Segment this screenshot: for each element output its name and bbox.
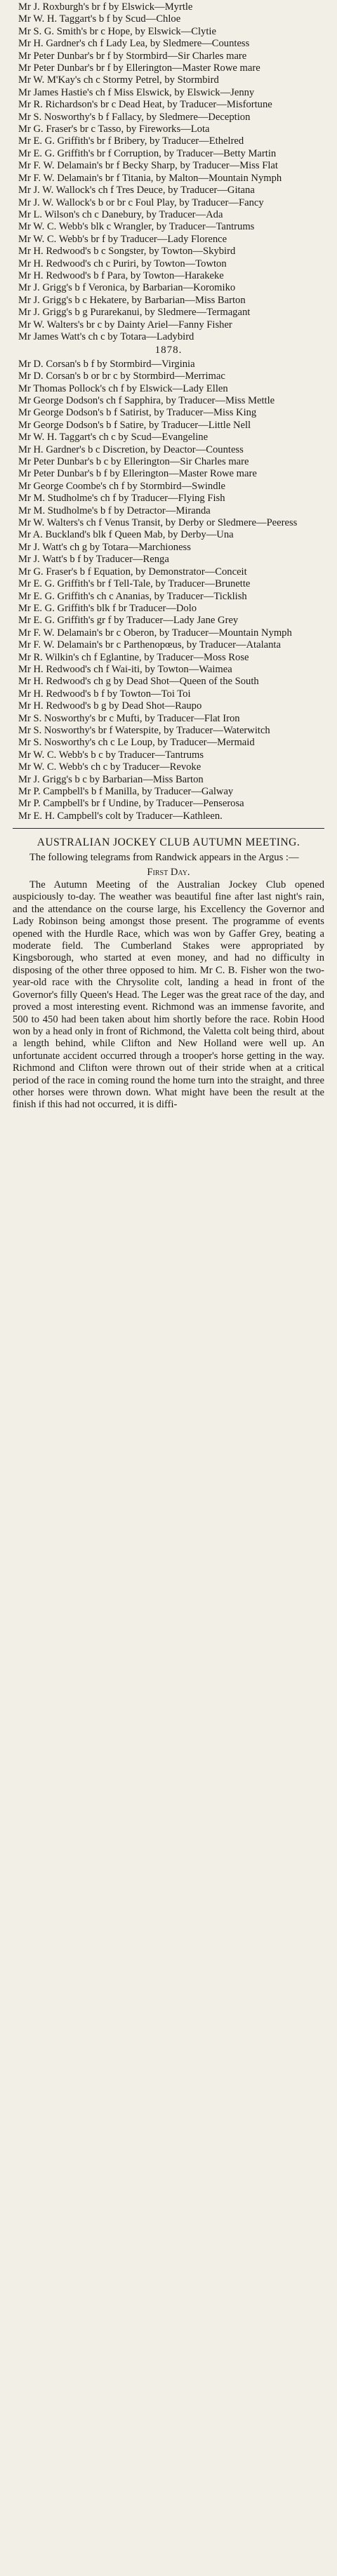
entry-item: Mr H. Redwood's ch c Puriri, by Towton—Towton xyxy=(18,258,227,269)
entry-item: Mr M. Studholme's b f by Detractor—Miranda xyxy=(18,505,211,516)
entry-item: Mr F. W. Delamain's br c Parthenopœus, by Traducer—Atalanta xyxy=(18,639,281,651)
entry-item: Mr P. Campbell's br f Undine, by Traducer—Penserosa xyxy=(18,798,244,810)
entry-item: Mr F. W. Delamain's br f Titania, by Malton—Mountain Nymph xyxy=(18,172,282,184)
entry-item: Mr E. G. Griffith's br f Bribery, by Traducer—Ethelred xyxy=(18,135,244,147)
entry-item: Mr P. Campbell's b f Manilla, by Traducer—Galway xyxy=(18,786,234,797)
entry-item: Mr J. Grigg's b c by Barbarian—Miss Barton xyxy=(18,773,204,785)
entry-item: Mr Peter Dunbar's br f by Stormbird—Sir Charles mare xyxy=(18,50,247,62)
entry-item: Mr H. Redwood's b g by Dead Shot—Raupo xyxy=(18,700,202,712)
newspaper-column xyxy=(13,1,324,1112)
entry-item: Mr H. Gardner's ch f Lady Lea, by Sledmere—Countess xyxy=(18,38,250,50)
entry-item: Mr G. Fraser's br c Tasso, by Fireworks—Lota xyxy=(18,124,210,135)
entry-item: Mr George Dodson's b f Satirist, by Traducer—Miss King xyxy=(18,407,257,419)
entry-item: Mr S. Nosworthy's b f Fallacy, by Sledmere—Deception xyxy=(18,111,251,123)
entry-item: Mr W. H. Taggart's b f by Scud—Chloe xyxy=(18,13,181,25)
entry-item: Mr Peter Dunbar's br f by Ellerington—Master Rowe mare xyxy=(18,62,260,74)
entry-item: Mr R. Wilkin's ch f Eglantine, by Traducer—Moss Rose xyxy=(18,651,249,663)
entry-item: Mr H. Redwood's b c Songster, by Towton—Skybird xyxy=(18,246,236,258)
entry-item: Mr R. Richardson's br c Dead Heat, by Traducer—Misfortune xyxy=(18,99,272,111)
entry-item: Mr J. W. Wallock's b or br c Foul Play, by Traducer—Fancy xyxy=(18,196,264,208)
entry-item: Mr George Dodson's ch f Sapphira, by Traducer—Miss Mettle xyxy=(18,395,275,406)
entry-item: Mr S. Nosworthy's ch c Le Loup, by Traducer—Mermaid xyxy=(18,737,255,749)
entry-item: Mr H. Redwood's ch g by Dead Shot—Queen of the South xyxy=(18,676,259,688)
entry-item: Mr S. Nosworthy's br c Mufti, by Traducer—Flat Iron xyxy=(18,712,240,724)
entry-item: Mr H. Redwood's b f Para, by Towton—Harakeke xyxy=(18,269,224,281)
entry-item: Mr W. C. Webb's b c by Traducer—Tantrums xyxy=(18,749,204,761)
article-intro: The following telegrams from Randwick appears in the Argus :— xyxy=(29,852,299,864)
entry-item: Mr J. Roxburgh's br f by Elswick—Myrtle xyxy=(18,1,193,13)
entry-item: Mr H. Redwood's ch f Wai-iti, by Towton—Waimea xyxy=(18,663,232,675)
entry-item: Mr F. W. Delamain's br c Oberon, by Traducer—Mountain Nymph xyxy=(18,627,292,639)
entry-item: Mr W. C. Webb's blk c Wrangler, by Traducer—Tantrums xyxy=(18,221,255,233)
entry-item: Mr A. Buckland's blk f Queen Mab, by Derby—Una xyxy=(18,529,234,541)
entry-item: Mr F. W. Delamain's br f Becky Sharp, by Traducer—Miss Flat xyxy=(18,160,278,172)
entry-item: Mr Thomas Pollock's ch f by Elswick—Lady Ellen xyxy=(18,382,228,394)
entry-item: Mr E. G. Griffith's br f Tell-Tale, by Traducer—Brunette xyxy=(18,578,251,590)
entry-item: Mr E. H. Campbell's colt by Traducer—Kathleen. xyxy=(18,810,223,822)
entry-item: Mr E. G. Griffith's ch c Ananias, by Traducer—Ticklish xyxy=(18,590,247,602)
entry-item: Mr H. Redwood's b f by Towton—Toi Toi xyxy=(18,688,191,700)
entry-item: Mr L. Wilson's ch c Danebury, by Traducer—Ada xyxy=(18,208,223,220)
section-divider xyxy=(13,828,324,829)
entry-item: Mr Peter Dunbar's b f by Ellerington—Master Rowe mare xyxy=(18,468,257,480)
entry-item: Mr W. M'Kay's ch c Stormy Petrel, by Stormbird xyxy=(18,74,219,86)
entry-item: Mr J. Grigg's b g Purarekanui, by Sledmere—Termagant xyxy=(18,307,251,319)
entry-item: Mr E. G. Griffith's gr f by Traducer—Lady Jane Grey xyxy=(18,615,239,627)
year-heading: 1878. xyxy=(154,345,183,356)
entry-item: Mr J. Watt's ch g by Totara—Marchioness xyxy=(18,541,191,553)
entry-item: Mr W. Walters's br c by Dainty Ariel—Fanny Fisher xyxy=(18,319,232,331)
entry-item: Mr J. Grigg's b c Hekatere, by Barbarian—Miss Barton xyxy=(18,294,246,306)
entry-item: Mr E. G. Griffith's br f Corruption, by Traducer—Betty Martin xyxy=(18,147,277,159)
entry-item: Mr George Dodson's b f Satire, by Traducer—Little Nell xyxy=(18,419,251,431)
entries-list-1877 xyxy=(13,1,324,343)
entry-item: Mr J. W. Wallock's ch f Tres Deuce, by Traducer—Gitana xyxy=(18,185,255,196)
entry-item: Mr W. C. Webb's ch c by Traducer—Revoke xyxy=(18,761,201,773)
entry-item: Mr D. Corsan's b or br c by Stormbird—Merrimac xyxy=(18,371,225,382)
entry-item: Mr G. Fraser's b f Equation, by Demonstrator—Conceit xyxy=(18,566,247,578)
entry-item: Mr S. G. Smith's br c Hope, by Elswick—Clytie xyxy=(18,25,216,37)
entry-item: Mr H. Gardner's b c Discretion, by Deactor—Countess xyxy=(18,443,244,455)
entry-item: Mr J. Watt's b f by Traducer—Renga xyxy=(18,554,169,566)
day-heading: First Day. xyxy=(147,866,190,878)
entry-item: Mr S. Nosworthy's br f Waterspite, by Traducer—Waterwitch xyxy=(18,724,270,736)
entry-item: Mr James Watt's ch c by Totara—Ladybird xyxy=(18,331,194,342)
entry-item: Mr James Hastie's ch f Miss Elswick, by Elswick—Jenny xyxy=(18,86,255,98)
entry-item: Mr Peter Dunbar's b c by Ellerington—Sir Charles mare xyxy=(18,456,249,468)
entry-item: Mr D. Corsan's b f by Stormbird—Virginia xyxy=(18,358,195,370)
article-headline: AUSTRALIAN JOCKEY CLUB AUTUMN MEETING. xyxy=(37,836,300,849)
entries-list-1878 xyxy=(13,359,324,822)
entry-item: Mr W. H. Taggart's ch c by Scud—Evangeline xyxy=(18,432,209,443)
entry-item: Mr George Coombe's ch f by Stormbird—Swindle xyxy=(18,480,226,492)
entry-item: Mr M. Studholme's ch f by Traducer—Flying Fish xyxy=(18,493,225,505)
entry-item: Mr W. C. Webb's br f by Traducer—Lady Florence xyxy=(18,233,227,245)
article-body: The Autumn Meeting of the Australian Jockey Club opened auspiciously to-day. The weather was beautiful fine after last night's rain, and the attendance on the course large, his Excellency the Governor and Lady Robinson being amongst those present. The programme of events opened with the Hurdle Race, which was won by Gaffer Grey, beating a moderate field. The Cumberland Stakes were appropriated by Kingsborough, who started at even money, and had no difficulty in disposing of the other three opposed to him. Mr C. B. Fisher won the two-year-old race with the Chrysolite colt, landing a head in front of the Governor's filly Queen's Head. The Leger was the great race of the day, and proved a most interesting event. Richmond was an immense favorite, and 500 to 450 had been taken about him shortly before the race. Robin Hood won by a head only in front of Richmond, the Valetta colt being third, about a length behind, while Clifton and New Holland were well up. An unfortunate accident occurred through a trooper's horse getting in the way. Richmond and Clifton were thrown out of their stride when at a critical period of the race in coming round the home turn into the straight, and three other horses were thrown down. What might have been the result at the finish if this had not occurred, it is diffi- xyxy=(13,879,324,1111)
entry-item: Mr W. Walters's ch f Venus Transit, by Derby or Sledmere—Peeress xyxy=(18,517,298,529)
entry-item: Mr J. Grigg's b f Veronica, by Barbarian—Koromiko xyxy=(18,282,236,294)
entry-item: Mr E. G. Griffith's blk f br Traducer—Dolo xyxy=(18,602,197,614)
